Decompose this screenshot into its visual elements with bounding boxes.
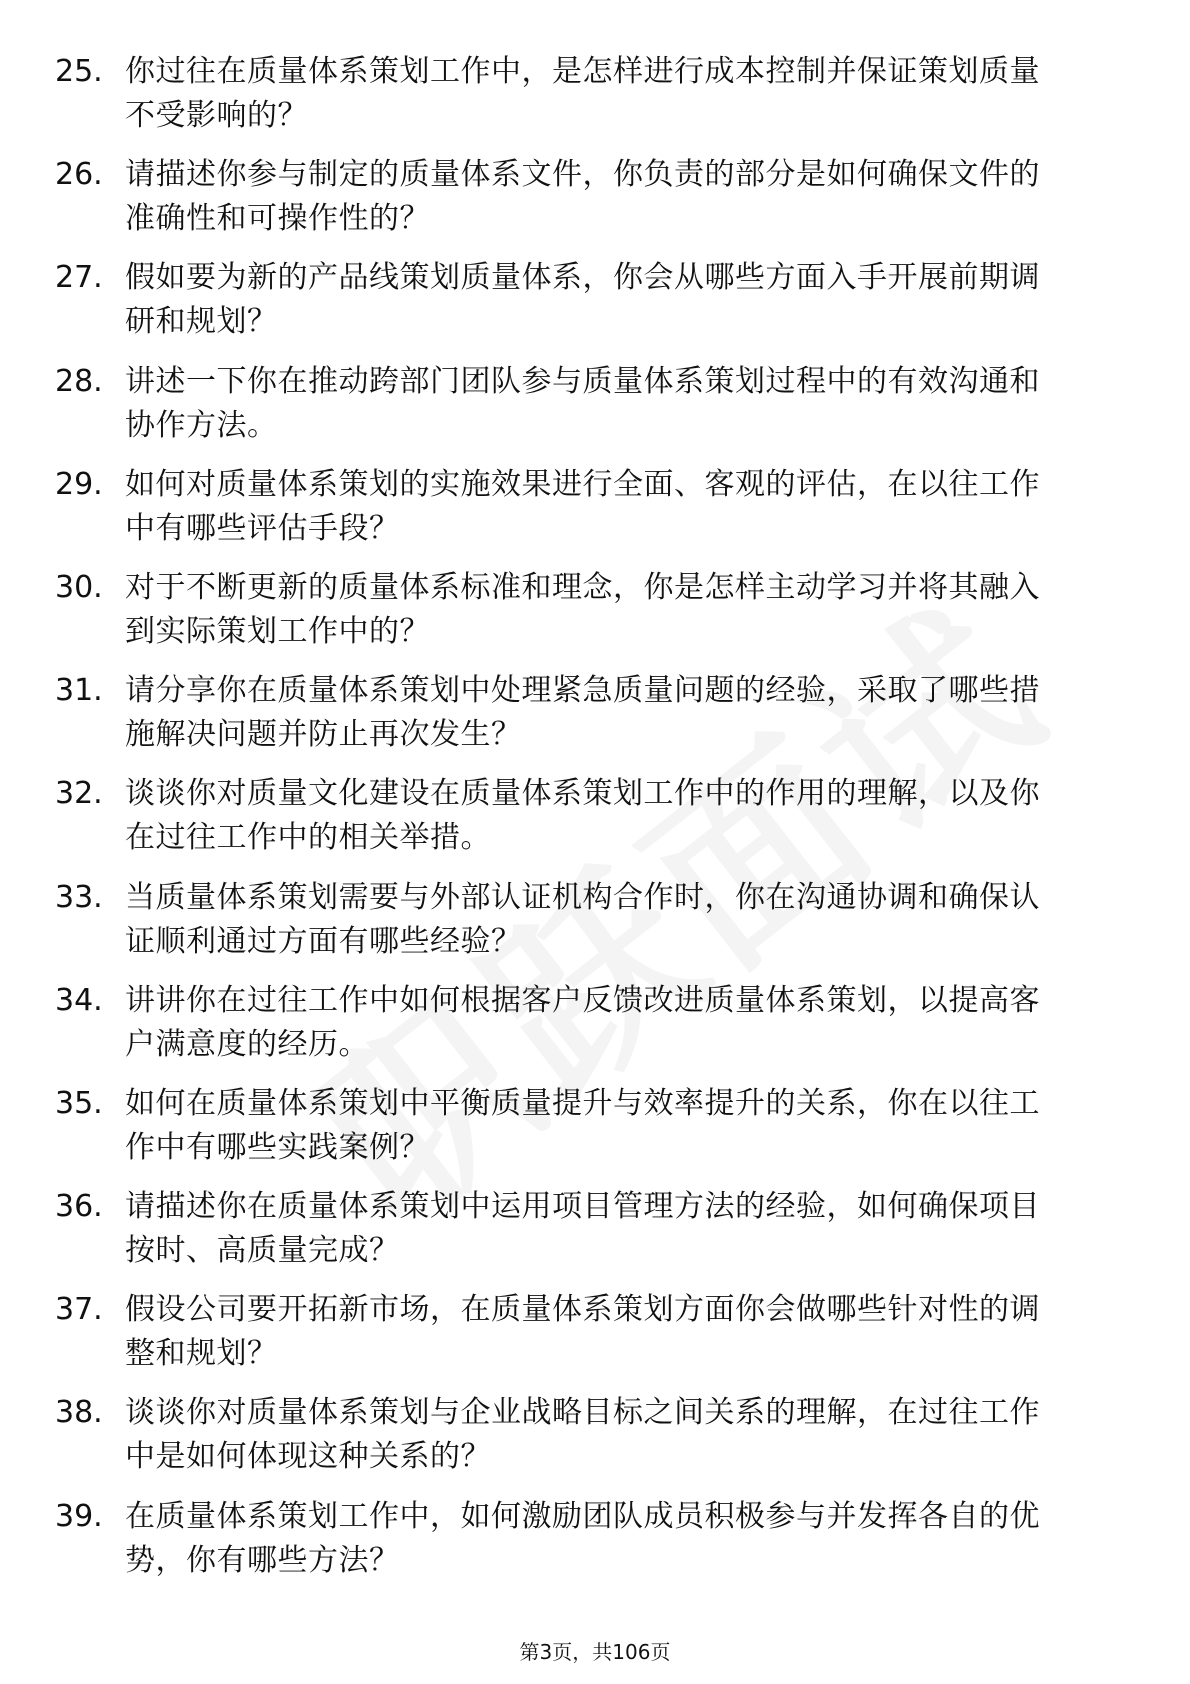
question-number: 29. <box>55 466 103 502</box>
question-number: 27. <box>55 260 103 296</box>
question-item <box>55 564 1115 667</box>
question-number: 32. <box>55 776 103 812</box>
question-text: 你过往在质量体系策划工作中，是怎样进行成本控制并保证策划质量不受影响的？ <box>125 54 1040 133</box>
question-text: 如何对质量体系策划的实施效果进行全面、客观的评估，在以往工作中有哪些评估手段？ <box>125 466 1040 546</box>
question-text: 在质量体系策划工作中，如何激励团队成员积极参与并发挥各自的优势，你有哪些方法？ <box>125 1498 1040 1578</box>
question-item <box>55 1286 1115 1389</box>
question-item <box>55 1183 1115 1286</box>
question-text: 当质量体系策划需要与外部认证机构合作时，你在沟通协调和确保认证顺利通过方面有哪些经验？ <box>125 879 1040 959</box>
question-number: 30. <box>55 569 103 605</box>
question-text: 对于不断更新的质量体系标准和理念，你是怎样主动学习并将其融入到实际策划工作中的？ <box>125 569 1040 649</box>
question-number: 26. <box>55 157 103 193</box>
question-text: 如何在质量体系策划中平衡质量提升与效率提升的关系，你在以往工作中有哪些实践案例？ <box>125 1085 1040 1165</box>
question-text: 讲述一下你在推动跨部门团队参与质量体系策划过程中的有效沟通和协作方法。 <box>125 363 1040 443</box>
question-text: 请描述你参与制定的质量体系文件，你负责的部分是如何确保文件的准确性和可操作性的？ <box>125 157 1040 237</box>
question-item <box>55 254 1115 357</box>
question-text: 假设公司要开拓新市场，在质量体系策划方面你会做哪些针对性的调整和规划？ <box>125 1292 1040 1372</box>
question-number: 34. <box>55 982 103 1018</box>
question-number: 35. <box>55 1085 103 1121</box>
question-item <box>55 461 1115 564</box>
question-item <box>55 770 1115 873</box>
question-number: 37. <box>55 1292 103 1328</box>
question-number: 25. <box>55 54 103 89</box>
question-list <box>55 48 1115 1596</box>
question-number: 33. <box>55 879 103 915</box>
question-item <box>55 1493 1115 1596</box>
question-text: 谈谈你对质量文化建设在质量体系策划工作中的作用的理解，以及你在过往工作中的相关举措。 <box>125 776 1040 856</box>
question-text: 请描述你在质量体系策划中运用项目管理方法的经验，如何确保项目按时、高质量完成？ <box>125 1189 1040 1269</box>
question-number: 39. <box>55 1498 103 1534</box>
question-item <box>55 667 1115 770</box>
question-number: 38. <box>55 1395 103 1431</box>
page-number-footer: 第3页，共106页 <box>519 1640 671 1664</box>
question-text: 假如要为新的产品线策划质量体系，你会从哪些方面入手开展前期调研和规划？ <box>125 260 1040 340</box>
question-text: 谈谈你对质量体系策划与企业战略目标之间关系的理解，在过往工作中是如何体现这种关系的？ <box>125 1395 1040 1475</box>
question-number: 36. <box>55 1189 103 1225</box>
question-item <box>55 151 1115 254</box>
question-item <box>55 1080 1115 1183</box>
question-text: 讲讲你在过往工作中如何根据客户反馈改进质量体系策划，以提高客户满意度的经历。 <box>125 982 1040 1062</box>
question-number: 31. <box>55 673 103 709</box>
question-item <box>55 358 1115 461</box>
question-number: 28. <box>55 363 103 399</box>
question-item <box>55 48 1115 151</box>
question-item <box>55 874 1115 977</box>
question-text: 请分享你在质量体系策划中处理紧急质量问题的经验，采取了哪些措施解决问题并防止再次发生？ <box>125 673 1040 753</box>
question-item <box>55 1389 1115 1492</box>
question-item <box>55 977 1115 1080</box>
